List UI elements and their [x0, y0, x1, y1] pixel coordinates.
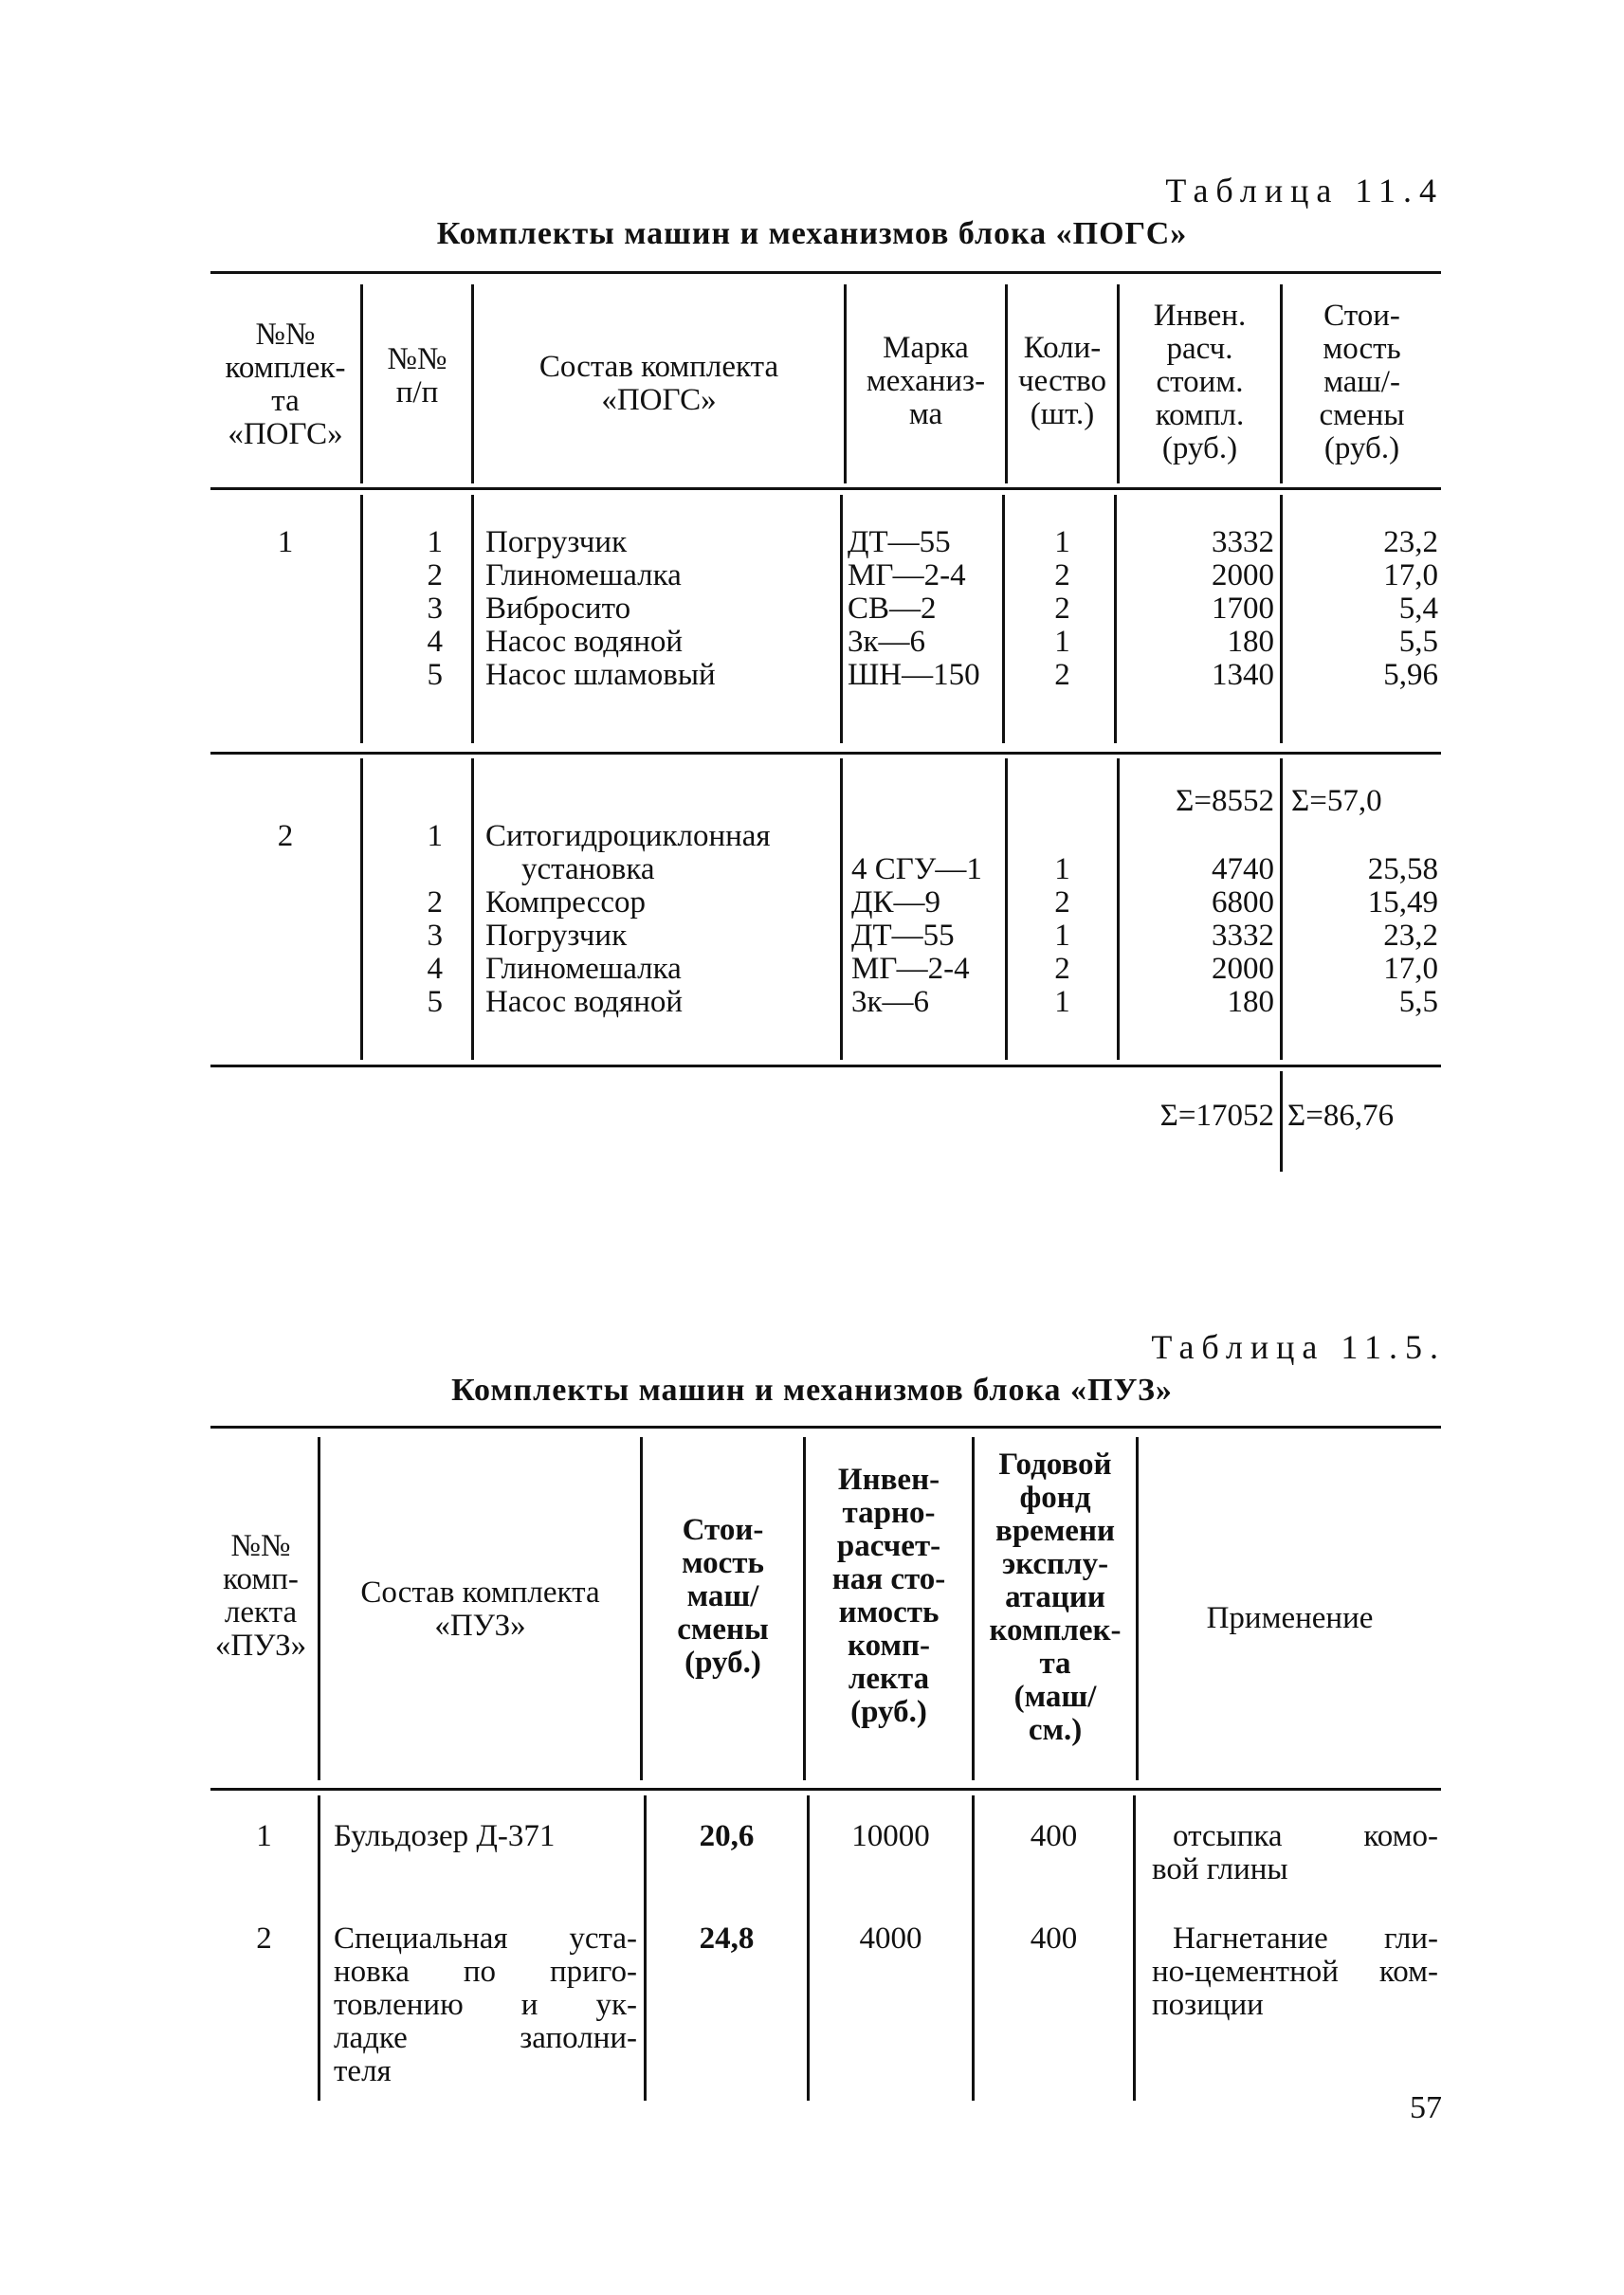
t114-vline — [471, 495, 474, 743]
table-11-5-title: Комплекты машин и механизмов блока «ПУЗ» — [451, 1373, 1173, 1408]
page-number: 57 — [1410, 2090, 1442, 2125]
t115-header-inventory-cost: Инвен- тарно- расчет- ная сто- имость комп- лекта (руб.) — [831, 1463, 946, 1729]
t114-header-item-no: №№ п/п — [387, 342, 447, 410]
t114-header-composition: Состав комплекта «ПОГС» — [538, 350, 779, 417]
t115-row-1-application: отсыпка комо- вой глины — [1152, 1819, 1438, 1886]
t114-set-1-sum-shift: Σ=57,0 — [1291, 784, 1382, 818]
t115-row-1-inventory-cost: 10000 — [851, 1819, 930, 1853]
t114-vline — [840, 758, 843, 1060]
t114-set-1-shift-costs: 23,2 17,0 5,4 5,5 5,96 — [1383, 525, 1438, 692]
t115-header-rule — [210, 1788, 1441, 1791]
t114-set-2-quantities: 1 2 1 2 1 — [1054, 852, 1070, 1019]
t114-header-brand: Марка механиз- ма — [866, 331, 986, 431]
t114-bottom-rule — [210, 1065, 1441, 1067]
t114-set-2-brands: 4 СГУ—1 ДК—9 ДТ—55 МГ—2-4 3к—6 — [851, 852, 982, 1019]
table-11-5-number: Таблица 11.5. — [1151, 1328, 1446, 1366]
t114-set-1-item-numbers: 1 2 3 4 5 — [427, 525, 443, 692]
t114-set-2-sum-shift: Σ=86,76 — [1287, 1099, 1395, 1133]
t115-header-set-no: №№ комп- лекта «ПУЗ» — [214, 1529, 307, 1663]
t115-vline — [318, 1795, 320, 2101]
t115-top-rule — [210, 1426, 1441, 1429]
t114-set-2-names: Ситогидроциклонная установка Компрессор Погрузчик Глиномешалка Насос водяной — [485, 819, 771, 1019]
t114-header-inventory-cost: Инвен. расч. стоим. компл. (руб.) — [1153, 299, 1247, 465]
t115-row-1-shift-cost: 20,6 — [699, 1819, 755, 1853]
t115-row-2-inventory-cost: 4000 — [859, 1922, 922, 1956]
t115-vline — [1133, 1795, 1136, 2101]
t114-set-2-number: 2 — [277, 819, 294, 853]
table-11-4-title: Комплекты машин и механизмов блока «ПОГС» — [436, 216, 1188, 251]
t114-set-2-inventory-costs: 4740 6800 3332 2000 180 — [1212, 852, 1274, 1019]
t114-header-set-no: №№ комплек- та «ПОГС» — [225, 318, 346, 451]
t114-set-2-item-numbers: 1 2 3 4 5 — [427, 819, 443, 1019]
t114-group-rule — [210, 752, 1441, 755]
t115-row-2-annual-fund: 400 — [1030, 1922, 1078, 1956]
t115-row-2-application: Нагнетание гли- но-цементной ком- позиции — [1152, 1922, 1438, 2022]
t114-header-shift-cost: Стои- мость маш/- смены (руб.) — [1319, 299, 1405, 465]
t115-row-2-composition: Специальная уста- новка по приго- товлению и ук- ладке заполни- теля — [334, 1922, 637, 2088]
t114-set-2-shift-costs: 25,58 15,49 23,2 17,0 5,5 — [1367, 852, 1438, 1019]
t114-top-rule — [210, 271, 1441, 274]
t114-set-1-number: 1 — [277, 525, 294, 559]
t115-row-2-set: 2 — [256, 1922, 272, 1956]
t115-row-1-composition: Бульдозер Д-371 — [334, 1819, 556, 1853]
t114-set-1-names: Погрузчик Глиномешалка Вибросито Насос водяной Насос шламовый — [485, 525, 716, 692]
t114-vline — [471, 758, 474, 1060]
t115-header-annual-fund: Годовой фонд времени эксплу- атации комплек- та (маш/ см.) — [989, 1448, 1122, 1747]
t115-header-shift-cost: Стои- мость маш/ смены (руб.) — [677, 1513, 769, 1680]
t115-row-1-annual-fund: 400 — [1030, 1819, 1078, 1853]
t114-set-1-quantities: 1 2 2 1 2 — [1054, 525, 1070, 692]
t115-row-2-shift-cost: 24,8 — [699, 1922, 755, 1956]
t114-set-1-inventory-costs: 3332 2000 1700 180 1340 — [1212, 525, 1274, 692]
t114-header-quantity: Коли- чество (шт.) — [1018, 331, 1106, 431]
t114-vline — [840, 495, 843, 743]
t114-vline — [1280, 1071, 1283, 1172]
t114-vline — [1002, 495, 1005, 743]
t114-set-2-sum-inventory: Σ=17052 — [1159, 1099, 1274, 1133]
t115-header-composition: Состав комплекта «ПУЗ» — [360, 1576, 600, 1643]
t114-header-rule — [210, 487, 1441, 490]
t114-set-1-sum-inventory: Σ=8552 — [1176, 784, 1274, 818]
table-11-4-number: Таблица 11.4 — [1165, 172, 1444, 209]
t115-row-1-set: 1 — [256, 1819, 272, 1853]
t114-set-1-brands: ДТ—55 МГ—2-4 СВ—2 3к—6 ШН—150 — [848, 525, 980, 692]
t115-header-application: Применение — [1206, 1601, 1374, 1635]
